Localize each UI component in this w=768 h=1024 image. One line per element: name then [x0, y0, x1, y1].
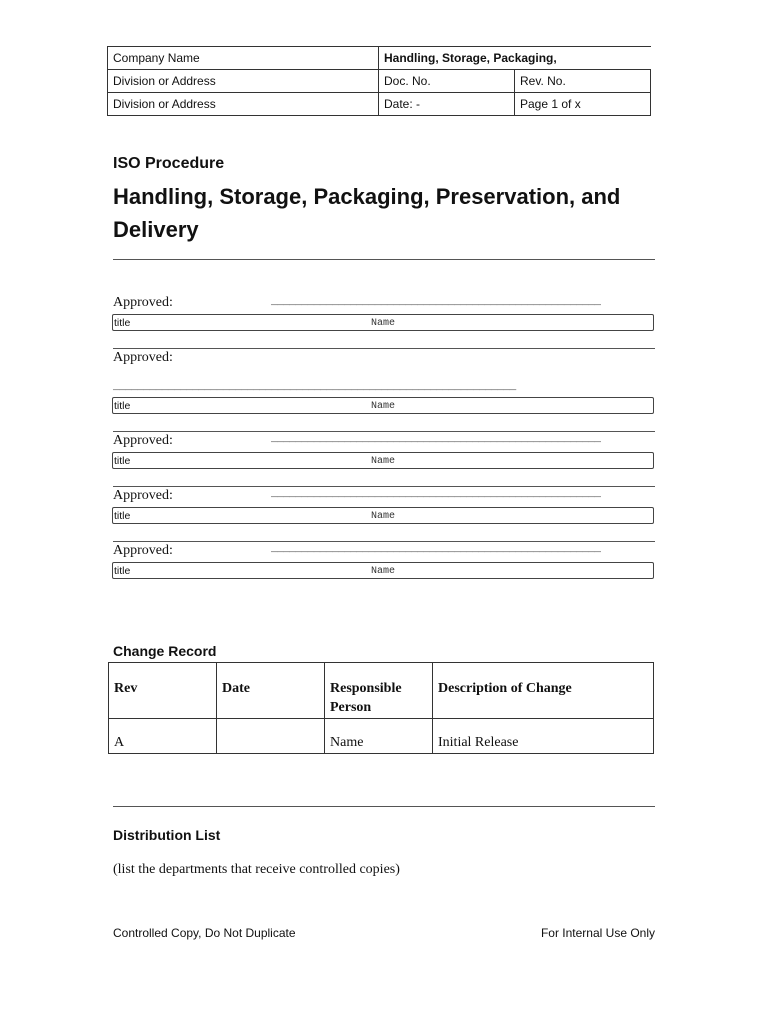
column-header: Rev [109, 663, 217, 719]
divider [113, 806, 655, 807]
distribution-note: (list the departments that receive controlled copies) [113, 862, 400, 877]
column-header: Date [217, 663, 325, 719]
table-cell: Initial Release [433, 719, 654, 754]
approver-title: title [114, 455, 131, 467]
approver-name: Name [371, 566, 396, 577]
document-title-cell: Handling, Storage, Packaging, [379, 47, 651, 70]
approver-name: Name [371, 511, 396, 522]
change-record-table [108, 662, 654, 754]
procedure-title: Handling, Storage, Packaging, Preservation, and Delivery [113, 184, 621, 242]
page-number: Page 1 of x [515, 93, 651, 116]
approver-title: title [114, 317, 131, 329]
signature-line: ______________________________________________________ [271, 543, 601, 555]
approval-label: Approved: [113, 295, 173, 310]
footer-left: Controlled Copy, Do Not Duplicate [113, 926, 296, 940]
approver-name: Name [371, 318, 396, 329]
approval-signature-box[interactable] [112, 314, 654, 331]
rev-number: Rev. No. [515, 70, 651, 93]
table-header-row [109, 663, 654, 719]
approver-title: title [114, 400, 131, 412]
signature-line: __________________________________________________________________ [113, 381, 516, 393]
approver-name: Name [371, 456, 396, 467]
approval-label: Approved: [113, 488, 173, 503]
approver-name: Name [371, 401, 396, 412]
footer-right: For Internal Use Only [540, 926, 655, 940]
division-address-2: Division or Address [108, 93, 379, 116]
approver-title: title [114, 510, 131, 522]
division-address-1: Division or Address [108, 70, 379, 93]
procedure-label: ISO Procedure [113, 155, 225, 172]
approval-label: Approved: [113, 543, 173, 558]
document-header-table [107, 46, 651, 116]
table-row [109, 719, 654, 754]
approval-signature-box[interactable] [112, 507, 654, 524]
doc-number: Doc. No. [379, 70, 515, 93]
change-record-heading: Change Record [113, 643, 217, 659]
divider [113, 259, 655, 260]
approver-title: title [114, 565, 131, 577]
approval-signature-box[interactable] [112, 452, 654, 469]
signature-line: ______________________________________________________ [271, 433, 601, 445]
column-header: Responsible Person [325, 663, 433, 719]
signature-line: ______________________________________________________ [271, 488, 601, 500]
column-header: Description of Change [433, 663, 654, 719]
doc-date: Date: - [379, 93, 515, 116]
divider [113, 486, 655, 487]
table-cell [217, 719, 325, 754]
table-cell: Name [325, 719, 433, 754]
approval-signature-box[interactable] [112, 397, 654, 414]
divider [113, 431, 655, 432]
divider [113, 541, 655, 542]
approval-signature-box[interactable] [112, 562, 654, 579]
signature-line: ______________________________________________________ [271, 296, 601, 308]
approval-label: Approved: [113, 433, 173, 448]
divider [113, 348, 655, 349]
table-cell: A [109, 719, 217, 754]
company-name: Company Name [108, 47, 379, 70]
approval-label: Approved: [113, 350, 173, 365]
distribution-list-heading: Distribution List [113, 827, 221, 843]
